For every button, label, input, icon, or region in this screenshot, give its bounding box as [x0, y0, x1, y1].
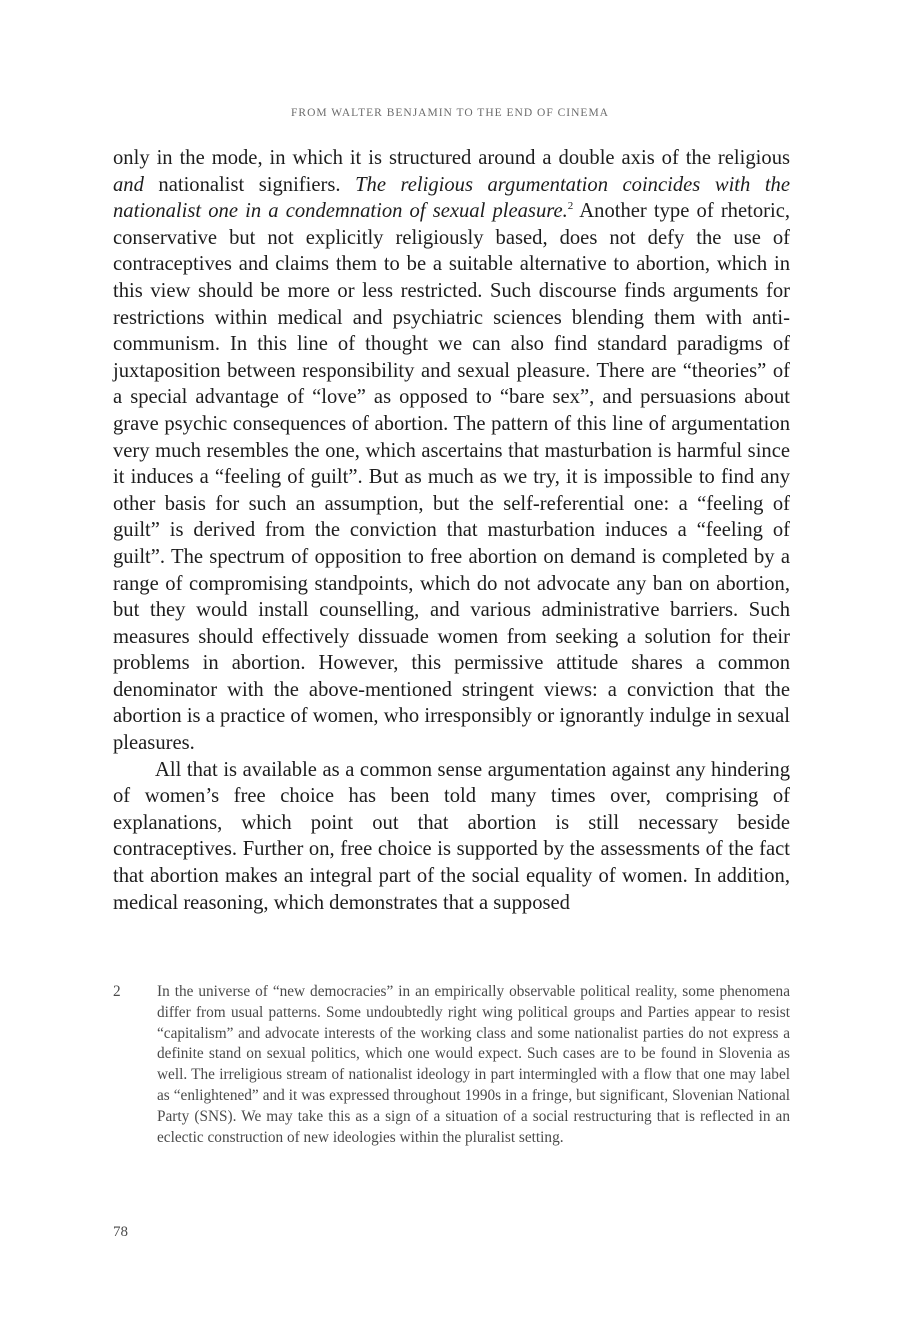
body-text [113, 145, 790, 916]
running-head: FROM WALTER BENJAMIN TO THE END OF CINEMA [291, 107, 609, 119]
paragraph-1 [113, 145, 790, 757]
emphasis-and: and [113, 173, 144, 196]
italic-sentence: The religious argumentation coincides with the nationalist one in a condemnation of sexual pleasure. [113, 173, 790, 223]
paragraph-1-text-a: only in the mode, in which it is structured around a double axis of the religious [113, 147, 790, 169]
footnote [113, 982, 790, 1148]
page-number: 78 [113, 1224, 128, 1240]
footnote-text: In the universe of “new democracies” in an empirically observable political reality, some phenomena differ from usual patterns. Some undoubtedly right wing political groups and Parties appear to resist “capitalism” and advocate interests of the working class and some nationalist parties do not express a definite stand on sexual politics, which one would expect. Such cases are to be found in Slovenia as well. The irreligious stream of nationalist ideology in part intermingled with a flow that one may label as “enlightened” and it was expressed throughout 1990s in a fringe, but significant, Slovenian National Party (SNS). We may take this as a sign of a situation of a social restructuring that is reflected in an eclectic construction of new ideologies within the pluralist setting. [157, 983, 790, 1146]
paragraph-2: All that is available as a common sense argumentation against any hindering of women’s free choice has been told many times over, comprising of explanations, which point out that abortion is still necessary beside contraceptives. Further on, free choice is supported by the assessments of the fact that abortion makes an integral part of the social equality of women. In addition, medical reasoning, which demonstrates that a supposed [113, 758, 790, 914]
footnote-number: 2 [113, 983, 121, 1000]
paragraph-1-text-c: Another type of rhetoric, conservative but not explicitly religiously based, does not defy the use of contraceptives and claims them to be a suitable alternative to abortion, which in this view should be more or less restricted. Such discourse finds arguments for restrictions within medical and psychiatric sciences blending them with anti-communism. In this line of thought we can also find standard paradigms of juxtaposition between responsibility and sexual pleasure. There are “theories” of a special advantage of “love” as opposed to “bare sex”, and persuasions about grave psychic consequences of abortion. The pattern of this line of argumentation very much resembles the one, which ascertains that masturbation is harmful since it induces a “feeling of guilt”. But as much as we try, it is impossible to find any other basis for such an assumption, but the self-referential one: a “feeling of guilt” is derived from the conviction that masturbation induces a “feeling of guilt”. The spectrum of opposition to free abortion on demand is completed by a range of compromising standpoints, which do not advocate any ban on abortion, but they would install counselling, and various administrative barriers. Such measures should effectively dissuade women from seeking a solution for their problems in abortion. However, this permissive attitude shares a common denominator with the above-mentioned stringent views: a conviction that the abortion is a practice of women, who irresponsibly or ignorantly indulge in sexual pleasures. [113, 200, 790, 755]
footnote-reference[interactable]: 2 [567, 200, 574, 213]
paragraph-1-text-b: nationalist signifiers. [143, 173, 356, 196]
